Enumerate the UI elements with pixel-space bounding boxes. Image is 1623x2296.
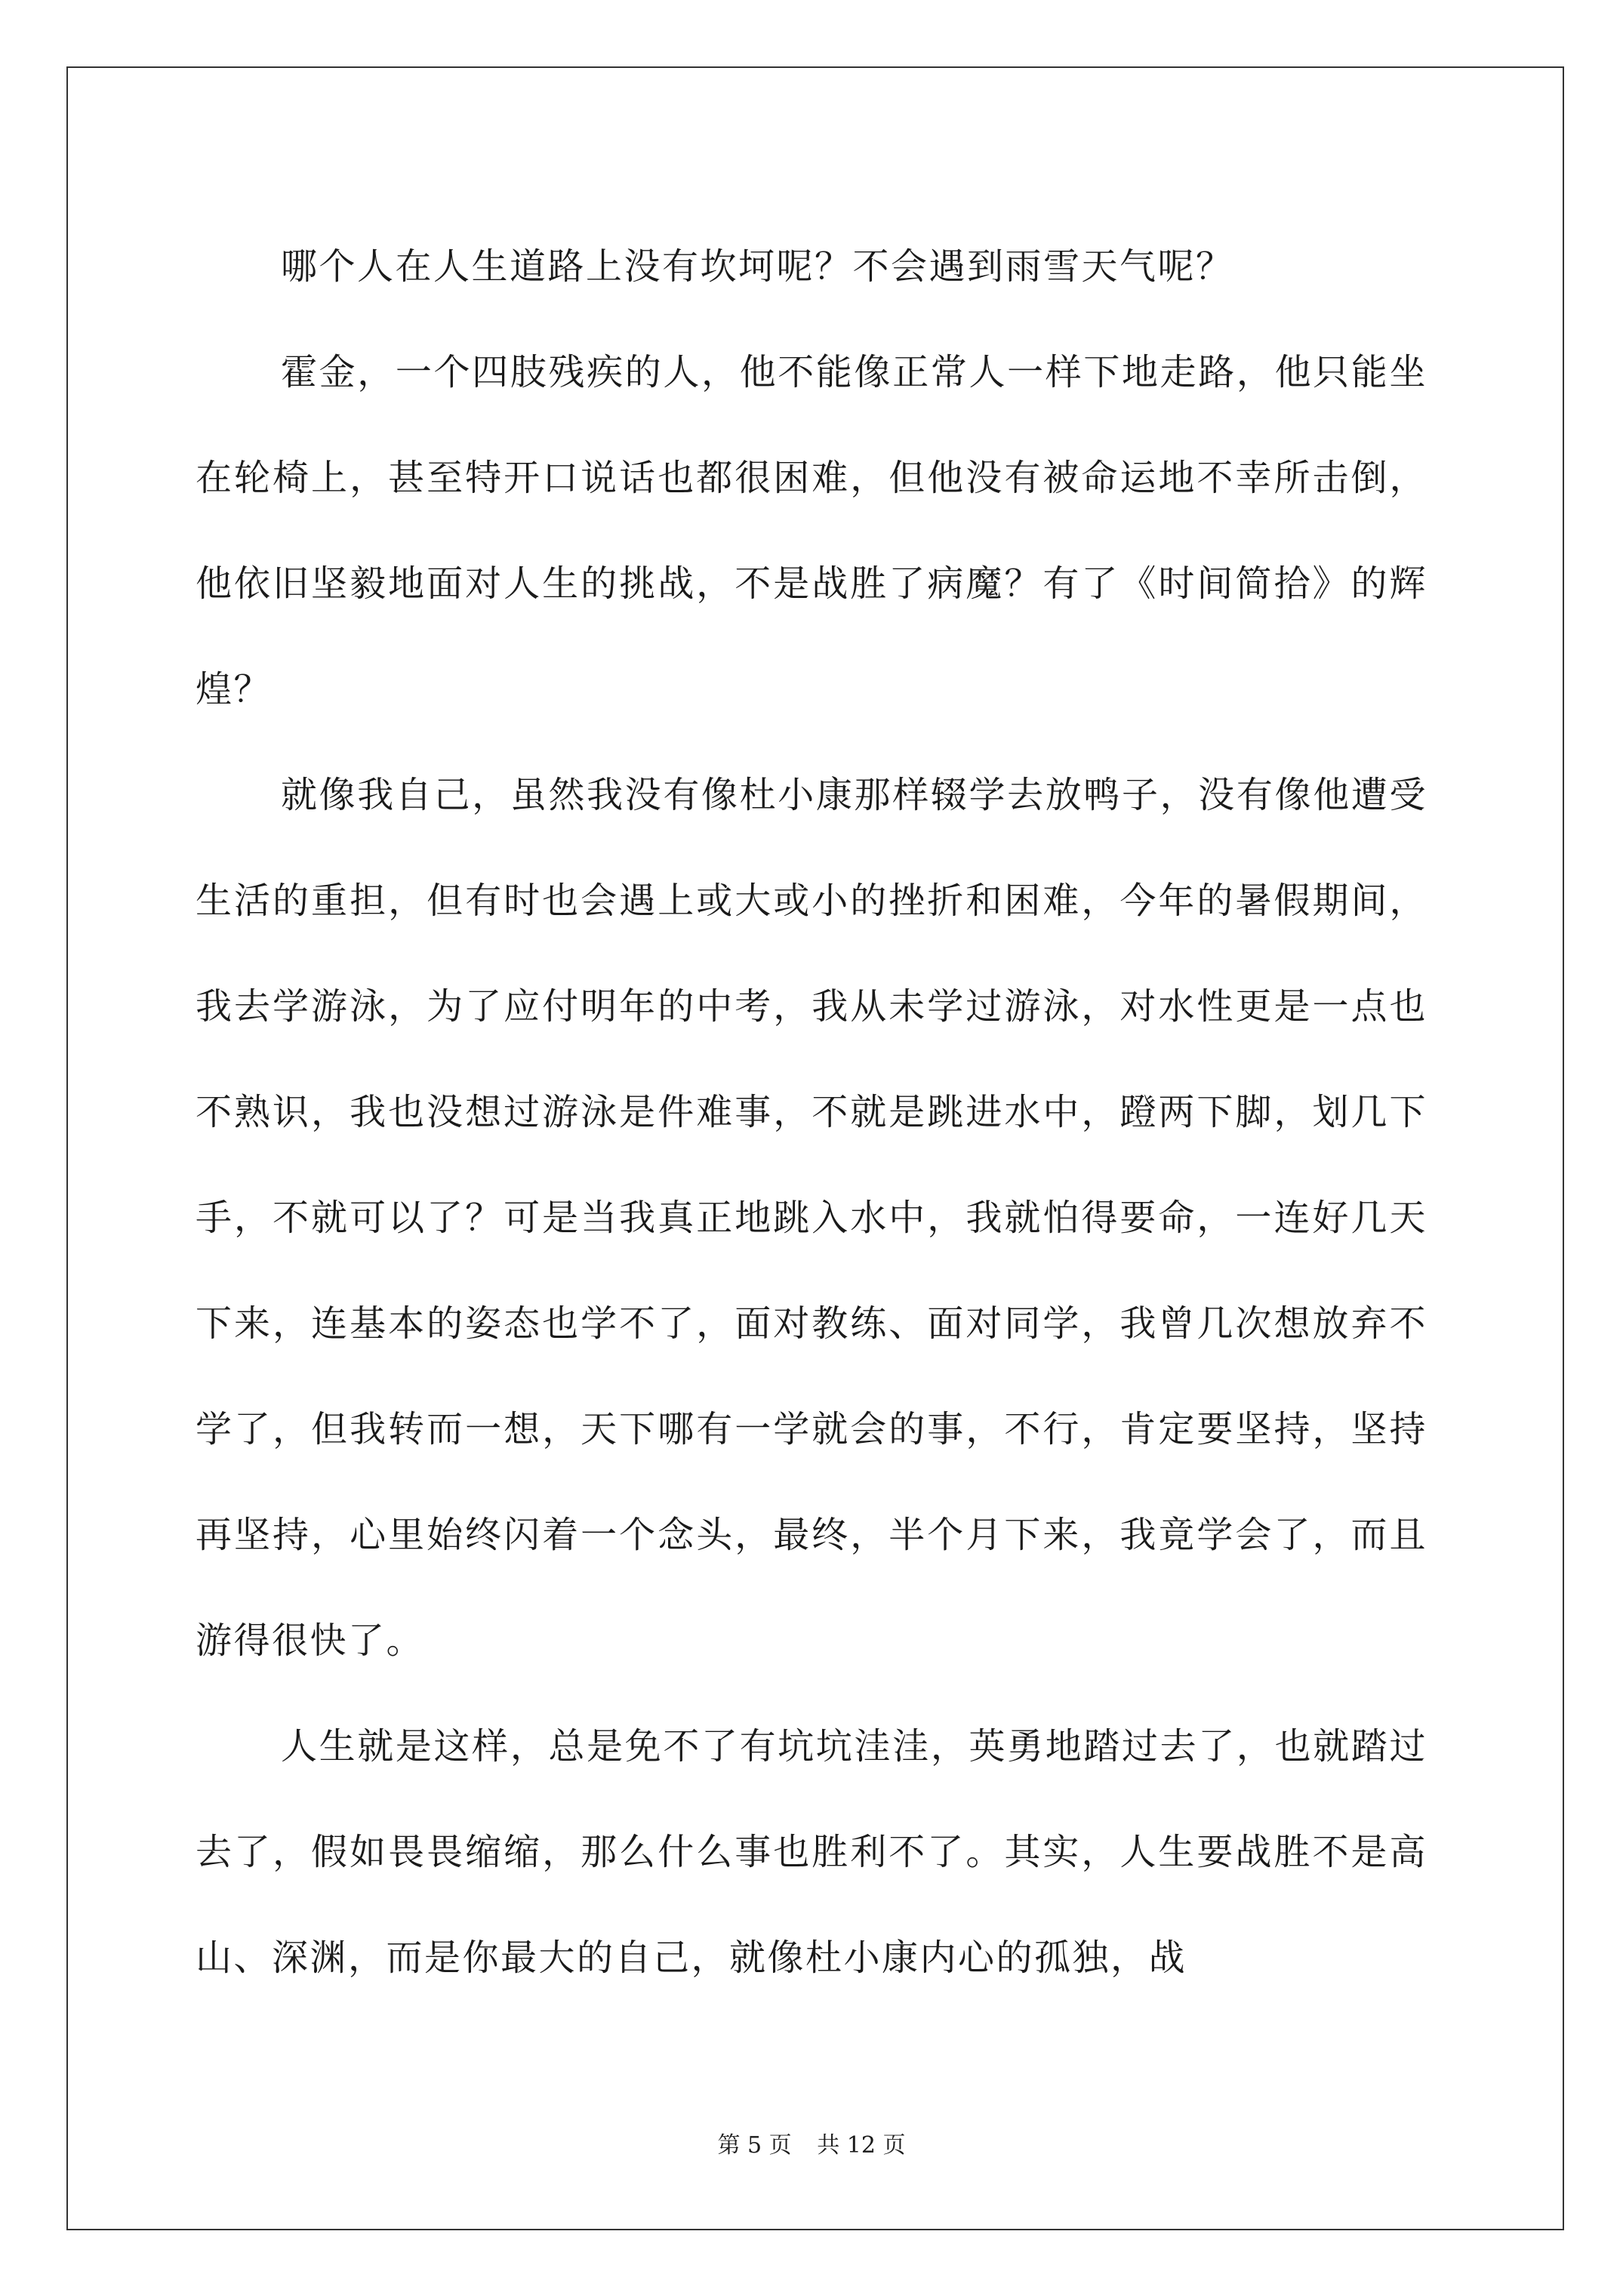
paragraph: 人生就是这样，总是免不了有坑坑洼洼，英勇地踏过去了，也就踏过去了，假如畏畏缩缩，那么什么事也胜利不了。其实，人生要战胜不是高山、深渊，而是你最大的自己，就像杜小康内心的孤独，战 <box>196 1725 1427 1979</box>
page-number: 第 5 页 <box>717 2132 792 2159</box>
document-body <box>196 214 1427 2011</box>
paragraph: 霍金，一个四肢残疾的人，他不能像正常人一样下地走路，他只能坐在轮椅上，甚至特开口说话也都很困难，但他没有被命运地不幸所击倒，他依旧坚毅地面对人生的挑战，不是战胜了病魔？有了《时间简拾》的辉煌？ <box>196 351 1427 710</box>
page-footer <box>0 2131 1623 2161</box>
paragraph: 就像我自己，虽然我没有像杜小康那样辍学去放鸭子，没有像他遭受生活的重担，但有时也会遇上或大或小的挫折和困难，今年的暑假期间，我去学游泳，为了应付明年的中考，我从未学过游泳，对水性更是一点也不熟识，我也没想过游泳是件难事，不就是跳进水中，蹬两下脚，划几下手，不就可以了？可是当我真正地跳入水中，我就怕得要命，一连好几天下来，连基本的姿态也学不了，面对教练、面对同学，我曾几次想放弃不学了，但我转而一想，天下哪有一学就会的事，不行，肯定要坚持，坚持再坚持，心里始终闪着一个念头，最终，半个月下来，我竟学会了，而且游得很快了。 <box>196 774 1427 1662</box>
paragraph: 哪个人在人生道路上没有坎坷呢？不会遇到雨雪天气呢？ <box>281 245 1234 288</box>
page-total: 共 12 页 <box>817 2132 906 2159</box>
